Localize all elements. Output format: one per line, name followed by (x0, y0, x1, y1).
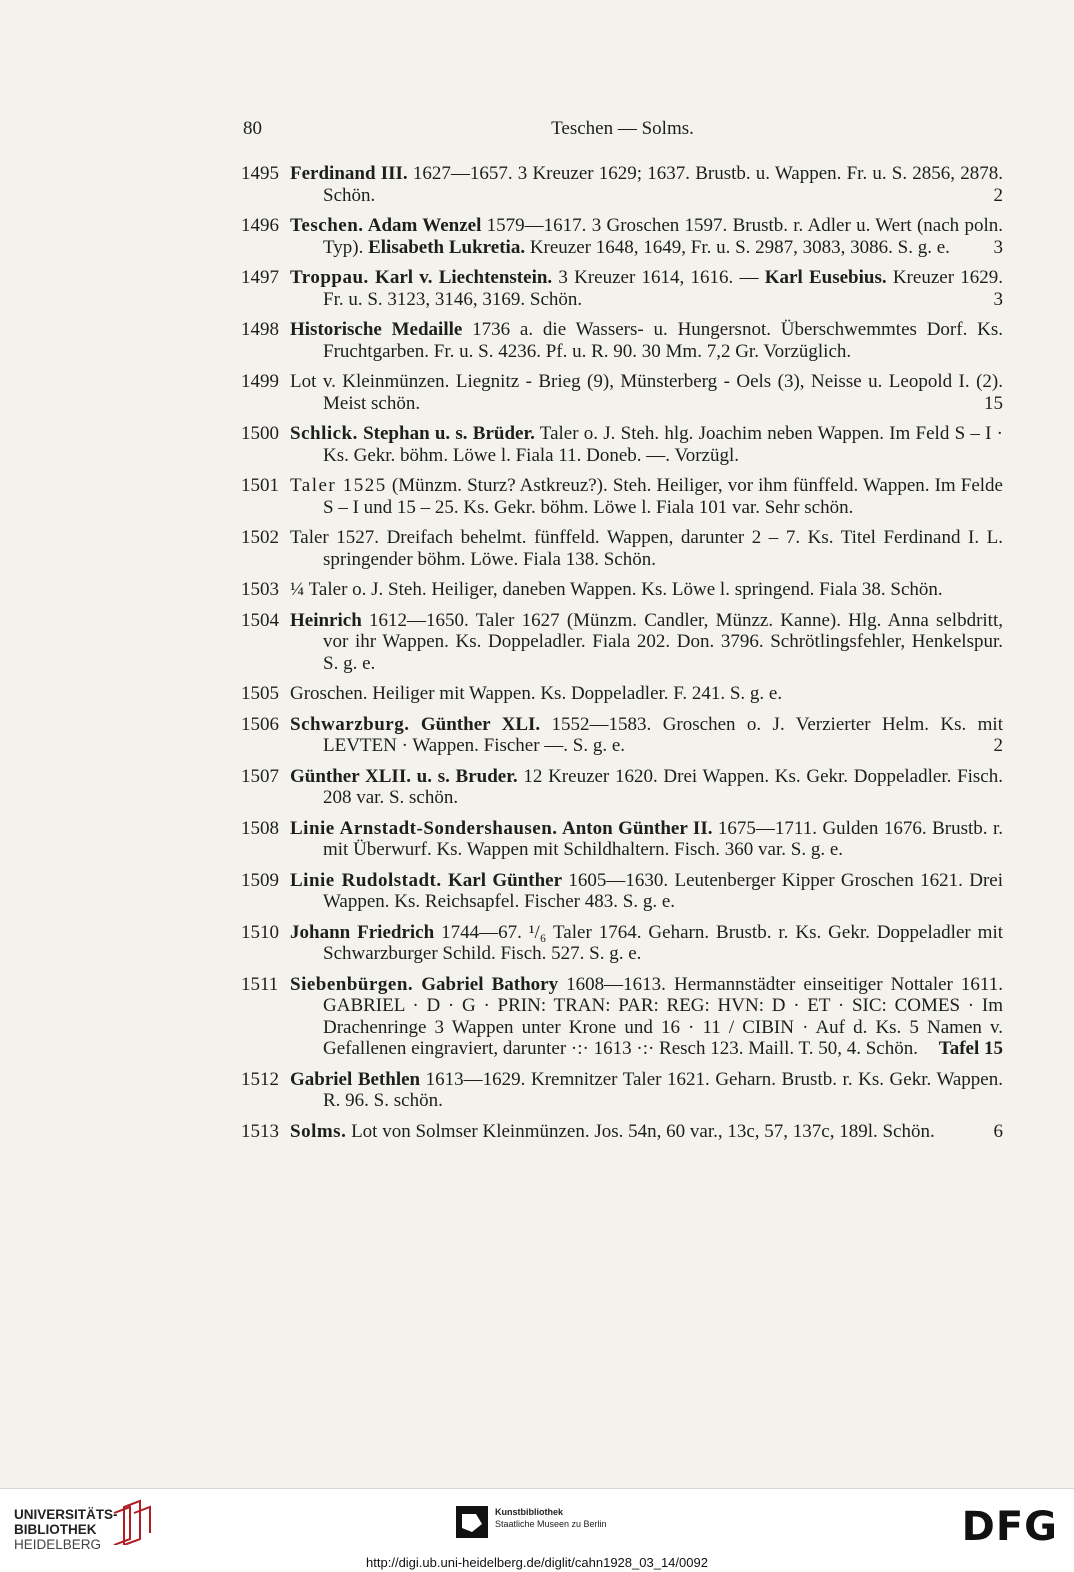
lot-number: 1499 (241, 371, 279, 392)
ruler-name: Gabriel Bathory (413, 973, 559, 995)
ruler-name: Günther XLI. (409, 713, 541, 735)
description-text: 3 Kreuzer 1614, 1616. — (552, 267, 765, 288)
catalog-entry (241, 215, 1003, 258)
lot-number: 1508 (241, 817, 279, 839)
description-text: Taler 1527. Dreifach behelmt. fünffeld. Wappen, darunter 2 – 7. Ks. Titel Ferdinand I. L. springender böhm. Löwe. Fiala 138. Schön. (290, 527, 1003, 570)
catalog-entry (241, 766, 1003, 809)
lot-number: 1497 (241, 267, 279, 288)
lot-price: 15 (984, 392, 1003, 414)
section-heading: Troppau. (290, 267, 369, 288)
catalog-entry (241, 267, 1003, 310)
ruler-name: Elisabeth Lukretia. (368, 236, 526, 258)
lot-description (290, 423, 1003, 466)
page-number: 80 (243, 118, 262, 139)
lot-description (290, 818, 1003, 861)
description-text: 1675—1711. Gulden 1676. Brustb. r. mit Überwurf. Ks. Wappen mit Schildhaltern. Fisch. 360 var. S. g. e. (323, 817, 1003, 860)
description-text: Lot von Solmser Kleinmünzen. Jos. 54n, 60 var., 13c, 57, 137c, 189l. Schön. (346, 1120, 935, 1142)
description-text: Lot v. Kleinmünzen. Liegnitz - Brieg (9), Münsterberg - Oels (3), Neisse u. Leopold I. (2). Meist schön. (290, 371, 1003, 414)
lot-description (290, 527, 1003, 570)
dfg-logo: DFG (961, 1504, 1058, 1550)
ruler-name: Karl Eusebius. (764, 267, 887, 288)
description-text: Kreuzer 1629. Fr. u. S. 3123, 3146, 3169. Schön. (323, 267, 1003, 310)
lot-description (290, 683, 782, 704)
description-text: Groschen. Heiliger mit Wappen. Ks. Doppeladler. F. 241. S. g. e. (290, 683, 783, 704)
lot-number: 1500 (241, 423, 279, 444)
lot-number: 1496 (241, 215, 279, 236)
university-logo-icon (110, 1499, 156, 1545)
lot-number: 1509 (241, 869, 279, 891)
page-title: Teschen — Solms. (551, 118, 694, 139)
kunstbibliothek-name: Kunstbibliothek Staatliche Museen zu Berlin (495, 1507, 607, 1529)
catalog-entry (241, 475, 1003, 518)
ruler-name: Ferdinand III. (290, 163, 408, 184)
description-text: 1608—1613. Hermannstädter einseitiger Nottaler 1611. GABRIEL · D · G · PRIN: TRAN: PAR: REG: HVN: D · ET · SIC: COMES · Im Drachenringe 3 Wappen unter Krone und 16 · 11 / CIBIN · Auf d. Ks. 5 Namen v. Gefallenen eingraviert, darunter ·:· 1613 ·:· Resch 123. Maill. T. 50, 4. Schön. (323, 973, 1003, 1059)
lot-number: 1502 (241, 527, 279, 548)
ruler-name: Historische Medaille (290, 319, 463, 340)
lot-number: 1504 (241, 609, 279, 631)
page-header (243, 118, 1002, 146)
lot-description (290, 610, 1003, 674)
catalog-entry (241, 527, 1003, 570)
lot-description (290, 371, 1003, 414)
catalog-entry (241, 1121, 1003, 1143)
lot-number: 1512 (241, 1068, 279, 1090)
lot-number: 1513 (241, 1120, 279, 1142)
description-text: 1612—1650. Taler 1627 (Münzm. Candler, Münzz. Kanne). Hlg. Anna selbdritt, vor ihr Wappen. Ks. Doppeladler. Fiala 202. Don. 3796. Schrötlingsfehler, Henkelspur. S. g. e. (323, 609, 1003, 674)
permalink-url[interactable]: http://digi.ub.uni-heidelberg.de/diglit/cahn1928_03_14/0092 (366, 1555, 708, 1570)
lot-price: 6 (993, 1120, 1003, 1142)
catalog-entry (241, 319, 1003, 362)
catalog-entry (241, 714, 1003, 757)
section-heading: Schlick. (290, 423, 358, 444)
lot-number: 1501 (241, 475, 279, 496)
lot-number: 1506 (241, 713, 279, 735)
description-text: 1744—67. ¹/₆ Taler 1764. Geharn. Brustb. r. Ks. Gekr. Doppeladler mit Schwarzburger Schild. Fisch. 527. S. g. e. (323, 921, 1003, 964)
catalog-entry (241, 610, 1003, 675)
section-heading: Linie Rudolstadt. (290, 869, 442, 891)
ruler-name: Karl Günther (441, 869, 563, 891)
ruler-name: Adam Wenzel (363, 215, 482, 236)
catalog-entry (241, 423, 1003, 466)
description-text: 1552—1583. Groschen o. J. Verzierter Helm. Ks. mit LEVTEN · Wappen. Fischer —. S. g. e. (323, 713, 1003, 756)
lot-number: 1503 (241, 579, 279, 600)
lot-price: 2 (993, 735, 1003, 756)
catalog-entry (241, 922, 1003, 965)
catalog-entry (241, 818, 1003, 861)
description-text: (Münzm. Sturz? Astkreuz?). Steh. Heiliger, vor ihm fünffeld. Wappen. Im Felde S – I und 15 – 25. Ks. Gekr. böhm. Löwe l. Fiala 101 var. Sehr schön. (323, 475, 1003, 518)
catalog-entry (241, 163, 1003, 206)
lot-description (290, 766, 1003, 809)
lot-description (290, 475, 1003, 518)
university-library-name: UNIVERSITÄTS- BIBLIOTHEK HEIDELBERG (14, 1507, 118, 1552)
section-heading: Linie Arnstadt-Sondershausen. (290, 817, 558, 839)
description-text: ¼ Taler o. J. Steh. Heiliger, daneben Wappen. Ks. Löwe l. springend. Fiala 38. Schön. (290, 579, 943, 600)
ruler-name: Karl v. Liechtenstein. (368, 267, 553, 288)
section-heading: Solms. (290, 1120, 347, 1142)
description-text: Taler o. J. Steh. hlg. Joachim neben Wappen. Im Feld S – I · Ks. Gekr. böhm. Löwe l. Fiala 11. Doneb. —. Vorzügl. (323, 423, 1003, 466)
description-text: 12 Kreuzer 1620. Drei Wappen. Ks. Gekr. Doppeladler. Fisch. 208 var. S. schön. (323, 765, 1003, 808)
lot-description (290, 163, 1003, 206)
lot-number: 1498 (241, 319, 279, 340)
ruler-name: Heinrich (290, 609, 362, 631)
section-heading: Teschen. (290, 215, 364, 236)
lot-price: 3 (993, 236, 1003, 258)
lot-number: 1505 (241, 683, 279, 704)
description-text: 1579—1617. 3 Groschen 1597. Brustb. r. Adler u. Wert (nach poln. Typ). (323, 215, 1003, 258)
ruler-name: Günther XLII. u. s. Bruder. (290, 765, 518, 787)
description-text: 1736 a. die Wassers- u. Hungersnot. Überschwemmtes Dorf. Ks. Fruchtgarben. Fr. u. S. 4236. Pf. u. R. 90. 30 Mm. 7,2 Gr. Vorzüglich. (323, 319, 1003, 362)
lot-price: 2 (993, 184, 1003, 206)
lot-number: 1510 (241, 921, 279, 943)
lot-description (290, 215, 1003, 258)
lot-number: 1511 (241, 973, 279, 995)
ruler-name: Stephan u. s. Brüder. (357, 423, 535, 444)
lot-description (290, 974, 1003, 1060)
section-heading: Siebenbürgen. (290, 973, 414, 995)
catalog-entries (241, 163, 1003, 1151)
description-text: 1627—1657. 3 Kreuzer 1629; 1637. Brustb. u. Wappen. Fr. u. S. 2856, 2878. Schön. (323, 163, 1003, 206)
lot-description (290, 1120, 1003, 1142)
lot-description (290, 714, 1003, 757)
description-text: 1605—1630. Leutenberger Kipper Groschen 1621. Drei Wappen. Ks. Reichsapfel. Fischer 483. S. g. e. (323, 869, 1003, 912)
lot-description (290, 319, 1003, 362)
catalog-entry (241, 683, 1003, 705)
lot-number: 1507 (241, 765, 279, 787)
ruler-name: Johann Friedrich (290, 921, 435, 943)
catalog-entry (241, 870, 1003, 913)
spaced-text: Taler 1525 (290, 475, 387, 496)
lot-description (290, 1069, 1003, 1112)
catalog-entry (241, 371, 1003, 414)
description-text: Kreuzer 1648, 1649, Fr. u. S. 2987, 3083, 3086. S. g. e. (525, 236, 950, 258)
lot-description (290, 267, 1003, 310)
lot-description (290, 870, 1003, 913)
description-text: 1613—1629. Kremnitzer Taler 1621. Geharn. Brustb. r. Ks. Gekr. Wappen. R. 96. S. schön. (323, 1068, 1003, 1111)
lot-price: Tafel 15 (938, 1038, 1003, 1059)
kunstbibliothek-logo-icon (456, 1506, 488, 1538)
lot-description (290, 922, 1003, 965)
catalog-entry (241, 1069, 1003, 1112)
section-heading: Schwarzburg. (290, 713, 410, 735)
catalog-entry (241, 974, 1003, 1060)
lot-price: 3 (993, 288, 1003, 310)
lot-description (290, 579, 943, 600)
lot-number: 1495 (241, 163, 279, 184)
viewer-footer (0, 1488, 1074, 1572)
ruler-name: Gabriel Bethlen (290, 1068, 421, 1090)
catalog-entry (241, 579, 1003, 601)
ruler-name: Anton Günther II. (557, 817, 713, 839)
